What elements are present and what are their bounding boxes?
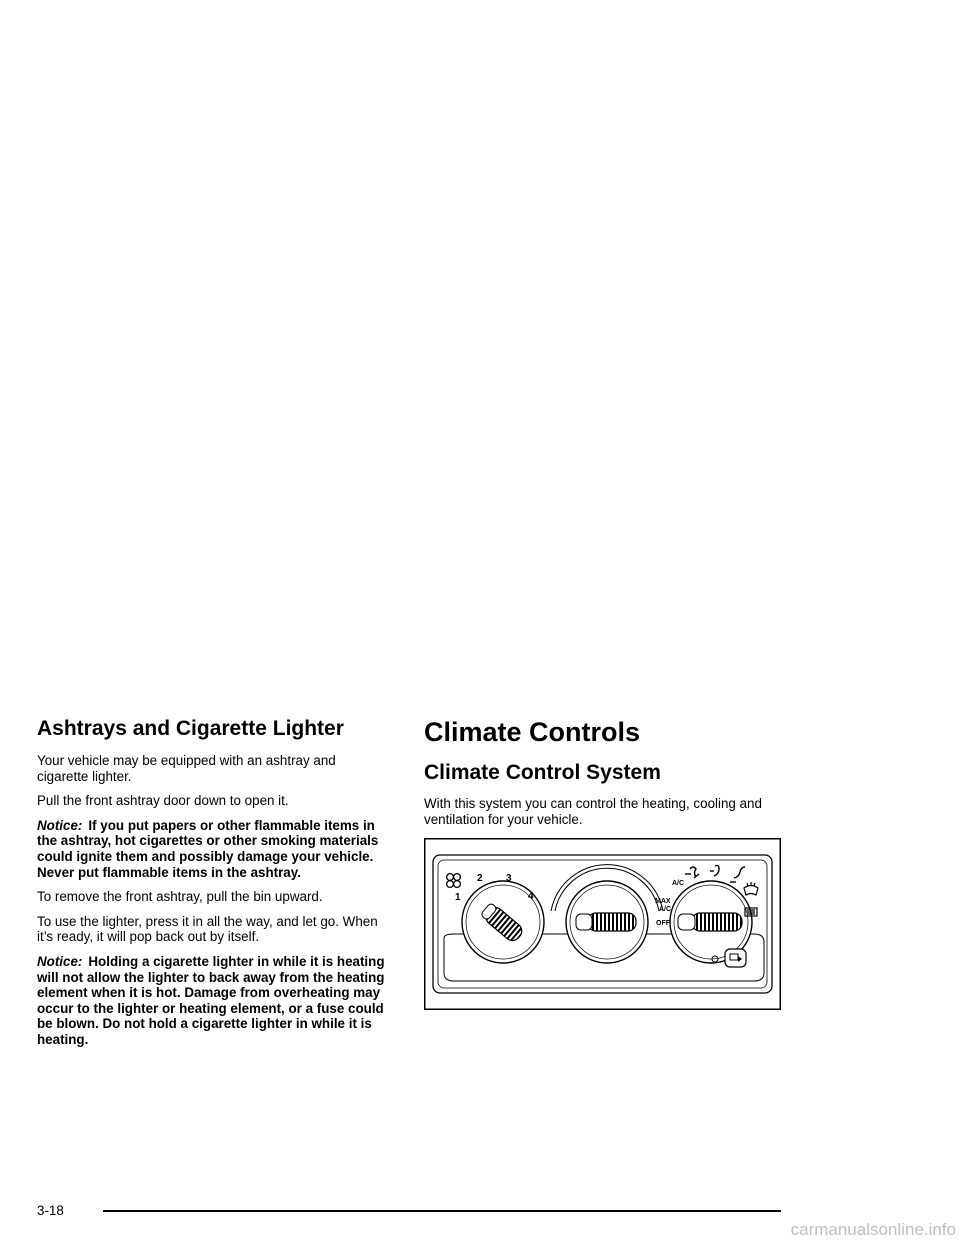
notice-text: Holding a cigarette lighter in while it is heating will not allow the lighter to back away from the heating element when it is hot. Damage from overheating may occur to the lighter or heating element, or a fuse could be blown. Do not hold a cigarette lighter in while it is heating. (37, 953, 385, 1047)
section-heading-ashtrays: Ashtrays and Cigarette Lighter (37, 717, 344, 740)
right-column (424, 717, 781, 836)
notice-label: Notice: (37, 817, 83, 833)
paragraph: With this system you can control the heating, cooling and ventilation for your vehicle. (424, 796, 762, 827)
paragraph: To use the lighter, press it in all the way, and let go. When it’s ready, it will pop back out by itself. (37, 913, 378, 945)
mode-label-ac: A/C (672, 880, 685, 887)
section-heading-climate-system: Climate Control System (424, 761, 661, 784)
paragraph: To remove the front ashtray, pull the bin upward. (37, 889, 323, 905)
paragraph: Pull the front ashtray door down to open it. (37, 793, 289, 809)
mode-label-off: OFF (656, 920, 670, 927)
notice-text: If you put papers or other flammable items in the ashtray, hot cigarettes or other smoking materials could ignite them and possibly damage your vehicle. Never put flammable items in the ashtray. (37, 817, 379, 880)
mode-label-max: MAX (655, 898, 671, 905)
left-column (37, 717, 389, 1057)
fan-label-1: 1 (455, 892, 461, 903)
mode-label-max-ac: A/C (659, 906, 672, 913)
notice-label: Notice: (37, 953, 83, 969)
fan-label-2: 2 (477, 873, 483, 884)
temperature-knob[interactable] (566, 881, 648, 963)
chapter-heading: Climate Controls (424, 717, 641, 747)
notice-paragraph (37, 818, 389, 880)
watermark: carmanualsonline.info (790, 1220, 956, 1239)
climate-control-panel-figure (424, 838, 781, 1010)
fan-label-3: 3 (506, 873, 512, 884)
page-number: 3-18 (37, 1203, 64, 1218)
fan-label-4: 4 (528, 891, 534, 902)
paragraph: Your vehicle may be equipped with an ashtray and cigarette lighter. (37, 753, 336, 784)
notice-paragraph (37, 954, 389, 1048)
footer-rule (103, 1210, 781, 1212)
